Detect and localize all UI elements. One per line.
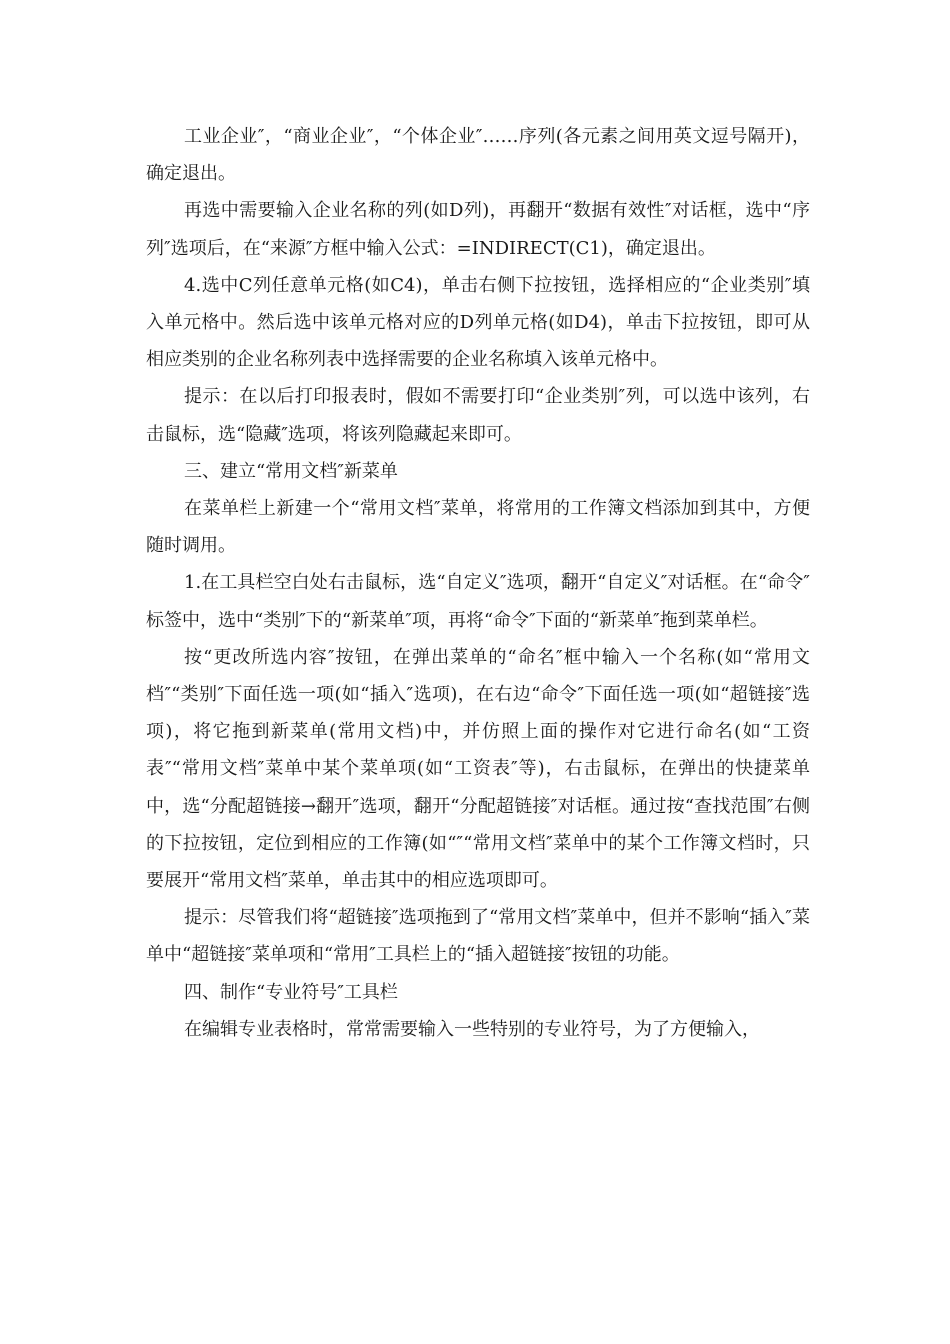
paragraph-9: 提示：尽管我们将“超链接″选项拖到了“常用文档″菜单中，但并不影响“插入″菜单中“超链接″菜单项和“常用″工具栏上的“插入超链接″按钮的功能。 — [146, 907, 810, 966]
paragraph-2: 再选中需要输入企业名称的列(如D列)，再翻开“数据有效性″对话框，选中“序列″选项后，在“来源″方框中输入公式：=INDIRECT(C1)，确定退出。 — [146, 200, 810, 259]
paragraph-7: 1.在工具栏空白处右击鼠标，选“自定义″选项，翻开“自定义″对话框。在“命令″标签中，选中“类别″下的“新菜单″项，再将“命令″下面的“新菜单″拖到菜单栏。 — [146, 572, 810, 631]
paragraph-11: 在编辑专业表格时，常常需要输入一些特别的专业符号，为了方便输入， — [184, 1018, 760, 1040]
paragraph-4: 提示：在以后打印报表时，假如不需要打印“企业类别″列，可以选中该列，右击鼠标，选“隐藏″选项，将该列隐藏起来即可。 — [146, 386, 810, 445]
paragraph-6: 在菜单栏上新建一个“常用文档″菜单，将常用的工作簿文档添加到其中，方便随时调用。 — [146, 498, 810, 557]
paragraph-1: 工业企业″，“商业企业″，“个体企业″……序列(各元素之间用英文逗号隔开)，确定退出。 — [146, 126, 810, 185]
section-heading-4: 四、制作“专业符号″工具栏 — [184, 981, 398, 1003]
paragraph-3: 4.选中C列任意单元格(如C4)，单击右侧下拉按钮，选择相应的“企业类别″填入单元格中。然后选中该单元格对应的D列单元格(如D4)，单击下拉按钮，即可从相应类别的企业名称列表中选择需要的企业名称填入该单元格中。 — [146, 274, 810, 371]
paragraph-8: 按“更改所选内容″按钮，在弹出菜单的“命名″框中输入一个名称(如“常用文档″“类别″下面任选一项(如“插入″选项)，在右边“命令″下面任选一项(如“超链接″选项)，将它拖到新菜单(常用文档)中，并仿照上面的操作对它进行命名(如“工资表″“常用文档″菜单中某个菜单项(如“工资表″等)，右击鼠标，在弹出的快捷菜单中，选“分配超链接→翻开″选项，翻开“分配超链接″对话框。通过按“查找范围″右侧的下拉按钮，定位到相应的工作簿(如“″“常用文档″菜单中的某个工作簿文档时，只要展开“常用文档″菜单，单击其中的相应选项即可。 — [146, 646, 810, 892]
document-page — [146, 118, 810, 1048]
section-heading-3: 三、建立“常用文档″新菜单 — [184, 460, 398, 482]
